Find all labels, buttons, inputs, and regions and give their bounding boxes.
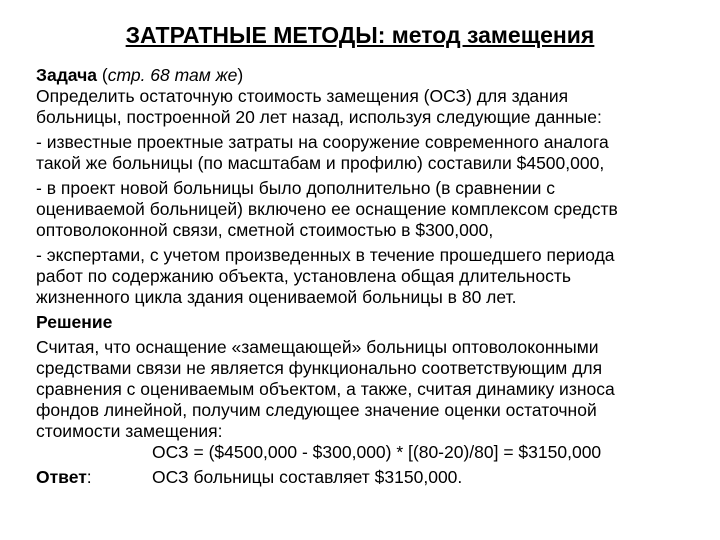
solution-line: стоимости замещения: xyxy=(36,421,223,441)
solution-line: фондов линейной, получим следующее значение оценки остаточной xyxy=(36,400,597,420)
answer-colon: : xyxy=(86,467,92,487)
answer-label: Ответ xyxy=(36,467,87,487)
page-title: ЗАТРАТНЫЕ МЕТОДЫ: метод замещения xyxy=(125,22,595,48)
condition-line: такой же больницы (по масштабам и профилю) составили $4500,000, xyxy=(36,153,605,173)
solution-line: средствами связи не является функционально соответствующим для xyxy=(36,358,603,378)
answer-label-wrap xyxy=(36,467,152,488)
condition-line: - экспертами, с учетом произведенных в течение прошедшего периода xyxy=(36,245,615,265)
condition-line: - в проект новой больницы было дополнительно (в сравнении с xyxy=(36,178,556,198)
condition-line: жизненного цикла здания оцениваемой больницы в 80 лет. xyxy=(36,287,517,307)
answer-row xyxy=(36,467,686,488)
task-heading-line xyxy=(36,65,686,86)
formula: ОСЗ = ($4500,000 - $300,000) * [(80-20)/80] = $3150,000 xyxy=(152,442,602,462)
answer-text: ОСЗ больницы составляет $3150,000. xyxy=(152,467,463,487)
task-block xyxy=(36,65,686,128)
solution-line: сравнения с оцениваемым объектом, а также, считая динамику износа xyxy=(36,379,615,399)
slide-content xyxy=(36,65,686,488)
condition-item-2 xyxy=(36,178,686,241)
task-text-line: больницы, построенной 20 лет назад, используя следующие данные: xyxy=(36,107,602,127)
condition-line: оцениваемой больницей) включено ее оснащение комплексом средств xyxy=(36,199,618,219)
task-label: Задача xyxy=(36,65,97,85)
condition-line: - известные проектные затраты на сооружение современного аналога xyxy=(36,132,609,152)
solution-line: Считая, что оснащение «замещающей» больницы оптоволоконными xyxy=(36,337,599,357)
condition-item-1 xyxy=(36,132,686,174)
condition-item-3 xyxy=(36,245,686,308)
condition-line: работ по содержанию объекта, установлена общая длительность xyxy=(36,266,571,286)
task-ref-close: ) xyxy=(237,65,244,85)
condition-line: оптоволоконной связи, сметной стоимостью в $300,000, xyxy=(36,220,494,240)
task-reference: стр. 68 там же xyxy=(107,65,238,85)
task-ref-open: ( xyxy=(97,65,108,85)
solution-block xyxy=(36,337,686,463)
solution-heading-block xyxy=(36,312,686,333)
task-text-line: Определить остаточную стоимость замещения (ОСЗ) для здания xyxy=(36,86,569,106)
solution-label: Решение xyxy=(36,312,113,332)
